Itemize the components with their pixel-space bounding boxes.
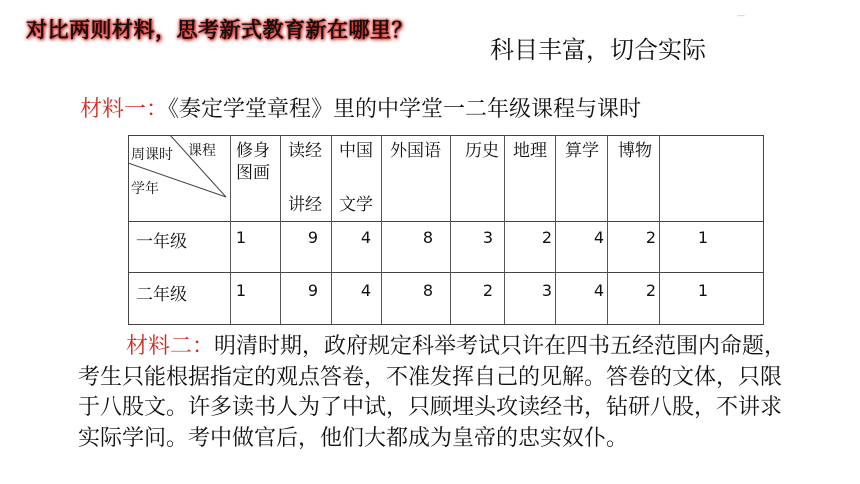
column-header: 修身 <box>236 141 270 161</box>
slide-title: 对比两则材料，思考新式教育新在哪里？ <box>26 18 413 42</box>
column-header: 读经 <box>288 141 322 161</box>
column-header: 历史 <box>465 141 499 161</box>
table-cell: 4 <box>593 281 604 300</box>
material2-paragraph <box>78 332 798 454</box>
column-header: 地理 <box>513 141 547 161</box>
material2-label: 材料二： <box>126 334 215 359</box>
material1-text: 《奏定学堂章程》里的中学堂一二年级课程与课时 <box>168 97 642 122</box>
row-label: 一年级 <box>136 232 187 252</box>
table-cell: 8 <box>422 281 433 300</box>
table-cell: 3 <box>482 228 493 247</box>
row-label: 二年级 <box>136 285 187 305</box>
column-header: 图画 <box>236 163 270 183</box>
table-cell: 1 <box>697 228 708 247</box>
table-cell: 1 <box>235 228 246 247</box>
column-header: 中国 <box>339 141 373 161</box>
corner-label-hours: 周课时 <box>131 147 173 163</box>
column-divider <box>280 135 281 325</box>
corner-label-year: 学年 <box>131 181 159 197</box>
column-divider <box>331 135 332 325</box>
table-cell: 4 <box>360 228 371 247</box>
column-divider <box>450 135 451 325</box>
table-cell: 2 <box>541 228 552 247</box>
corner-mark: — <box>737 11 745 20</box>
column-divider <box>555 135 556 325</box>
table-cell: 9 <box>307 228 318 247</box>
table-cell: 3 <box>541 281 552 300</box>
table-cell: 4 <box>593 228 604 247</box>
table-cell: 8 <box>422 228 433 247</box>
material1-label: 材料一： <box>80 97 169 122</box>
material1-heading <box>80 92 641 123</box>
table-cell: 2 <box>482 281 493 300</box>
column-header: 算学 <box>565 141 599 161</box>
table-cell: 1 <box>697 281 708 300</box>
corner-label-course: 课程 <box>188 143 216 159</box>
material2-text: 明清时期，政府规定科举考试只许在四书五经范围内命题，考生只能根据指定的观点答卷，不准发挥自己的见解。答卷的文体，只限于八股文。许多读书人为了中试，只顾埋头攻读经书，钻研八股，不讲求实际学问。考中做官后，他们大都成为皇帝的忠实奴仆。 <box>78 334 787 451</box>
table-cell: 9 <box>307 281 318 300</box>
table-cell: 2 <box>645 281 656 300</box>
column-header: 博物 <box>618 141 652 161</box>
answer-subtitle: 科目丰富，切合实际 <box>490 36 706 64</box>
column-divider <box>607 135 608 325</box>
table-cell: 4 <box>360 281 371 300</box>
column-divider <box>381 135 382 325</box>
column-header: 文学 <box>339 195 373 215</box>
table-divider <box>128 221 764 222</box>
column-header: 外国语 <box>390 141 441 161</box>
table-cell: 2 <box>645 228 656 247</box>
table-divider <box>128 272 764 273</box>
table-cell: 1 <box>235 281 246 300</box>
column-divider <box>659 135 660 325</box>
course-table <box>128 135 764 325</box>
column-divider <box>504 135 505 325</box>
column-header: 讲经 <box>288 195 322 215</box>
